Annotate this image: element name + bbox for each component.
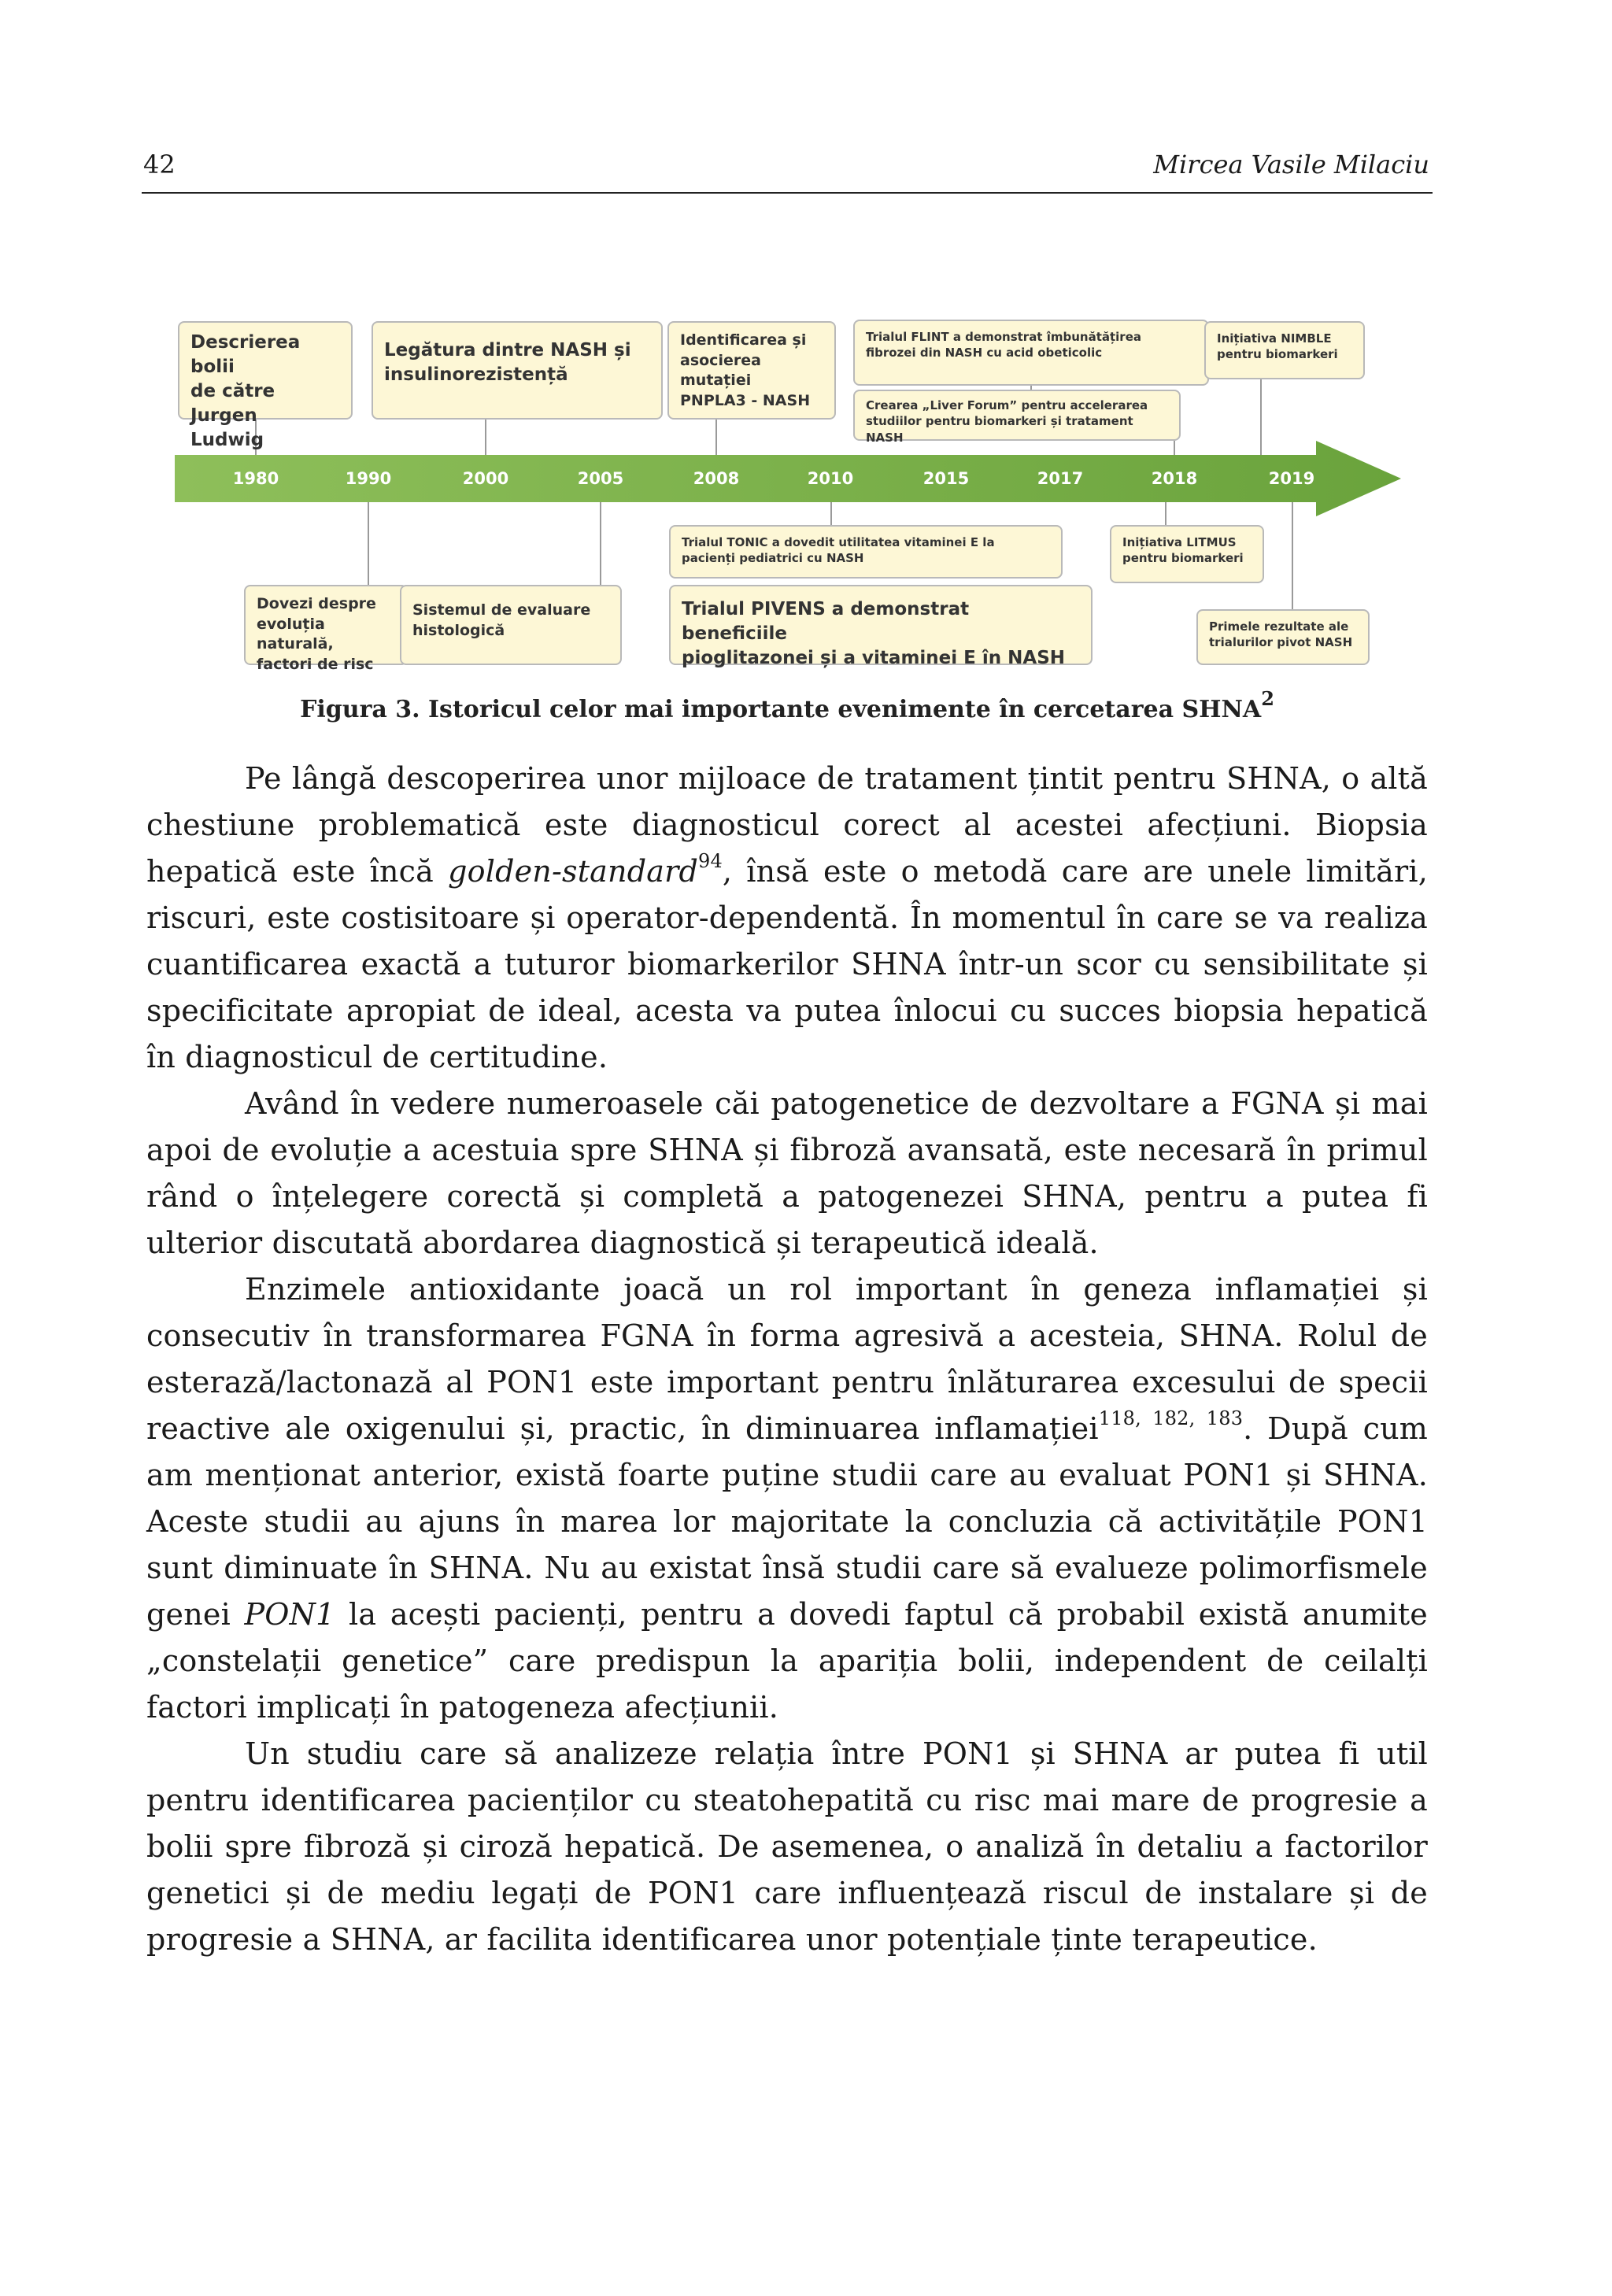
text-run: Pe lângă descoperirea unor mijloace de tratament țintit pentru SHNA, o altă chestiune problematică este diagnosticul corect al acestei afecțiuni. Biopsia hepatică este încă [146,761,1428,889]
body-text [146,756,1428,1963]
timeline-year: 2000 [462,469,509,488]
paragraph-2: Având în vedere numeroasele căi patogenetice de dezvoltare a FGNA și mai apoi de evoluție a acestuia spre SHNA și fibroză avansată, este necesară în primul rând o înțelegere corectă și completă a patogenezei SHNA, pentru a putea fi ulterior discutată abordarea diagnostică și terapeutică ideală. [146,1086,1428,1260]
italic-gene: PON1 [244,1597,335,1632]
figure-caption [142,687,1433,723]
citation: 118, 182, 183 [1098,1407,1244,1430]
caption-text: Figura 3. Istoricul celor mai importante evenimente în cercetarea SHNA [300,696,1262,723]
text-run: , însă este o metodă care are unele limitări, riscuri, este costisitoare și operator-dependentă. În momentul în care se va realiza cuantificarea exactă a tuturor biomarkerilor SHNA într-un scor cu sensibilitate și specificitate apropiat de ideal, acesta va putea înlocui cu succes biopsia hepatică în diagnosticul de certitudine. [146,854,1428,1074]
paragraph-3 [146,1266,1428,1731]
timeline-event-top: Descrierea bolii de către Jurgen Ludwig [178,321,353,420]
running-author: Mircea Vasile Milaciu [1153,150,1429,179]
caption-reference: 2 [1261,687,1274,710]
timeline-year: 2015 [922,469,970,488]
timeline-event-bottom: Primele rezultate ale trialurilor pivot NASH [1196,609,1370,665]
timeline-year: 2019 [1268,469,1315,488]
timeline-year: 2005 [577,469,624,488]
timeline-year: 1980 [232,469,279,488]
timeline-year: 1990 [345,469,392,488]
timeline-year: 2018 [1151,469,1198,488]
page-number: 42 [143,150,176,179]
italic-term: golden-standard [448,854,698,889]
text-run: la acești pacienți, pentru a dovedi faptul că probabil există anumite „constelații genetice” care predispun la apariția bolii, independent de ceilalți factori implicați în patogeneza afecțiunii. [146,1597,1428,1725]
timeline-event-top: Trialul FLINT a demonstrat îmbunătățirea fibrozei din NASH cu acid obeticolic [853,320,1209,386]
timeline-event-bottom: Dovezi despre evoluția naturală, factori de risc [244,585,408,665]
timeline-year: 2010 [807,469,854,488]
timeline-event-top: Legătura dintre NASH și insulinorezistență [372,321,663,420]
timeline-year: 2017 [1037,469,1084,488]
timeline-event-top: Crearea „Liver Forum” pentru accelerarea studiilor pentru biomarkeri și tratament NASH [853,390,1181,441]
timeline-event-bottom: Inițiativa LITMUS pentru biomarkeri [1110,525,1264,583]
timeline-figure [175,315,1410,673]
citation: 94 [697,850,723,873]
paragraph-4: Un studiu care să analizeze relația între PON1 și SHNA ar putea fi util pentru identificarea pacienților cu steatohepatită cu risc mai mare de progresie a bolii spre fibroză și ciroză hepatică. De asemenea, o analiză în detaliu a factorilor genetici și de mediu legați de PON1 care influențează riscul de instalare și de progresie a SHNA, ar facilita identificarea unor potențiale ținte terapeutice. [146,1736,1428,1957]
running-header [142,150,1433,194]
timeline-event-bottom: Sistemul de evaluare histologică [400,585,622,665]
timeline-year: 2008 [693,469,740,488]
timeline-event-bottom: Trialul TONIC a dovedit utilitatea vitaminei E la pacienți pediatrici cu NASH [669,525,1063,579]
timeline-event-top: Identificarea și asocierea mutației PNPLA3 - NASH [667,321,836,420]
timeline-event-top: Inițiativa NIMBLE pentru biomarkeri [1204,321,1365,379]
text-run: Enzimele antioxidante joacă un rol important în geneza inflamației și consecutiv în transformarea FGNA în forma agresivă a acesteia, SHNA. Rolul de esterază/lactonază al PON1 este important pentru înlăturarea excesului de specii reactive ale oxigenului și, practic, în diminuarea inflamației [146,1272,1428,1446]
text-run: . După cum am menționat anterior, există foarte puține studii care au evaluat PON1 și SHNA. Aceste studii au ajuns în marea lor majoritate la concluzia că activitățile PON1 sunt diminuate în SHNA. Nu au existat însă studii care să evalueze polimorfismele genei [146,1411,1429,1632]
paragraph-1 [146,756,1428,1081]
timeline-event-bottom: Trialul PIVENS a demonstrat beneficiile pioglitazonei și a vitaminei E în NASH [669,585,1093,665]
